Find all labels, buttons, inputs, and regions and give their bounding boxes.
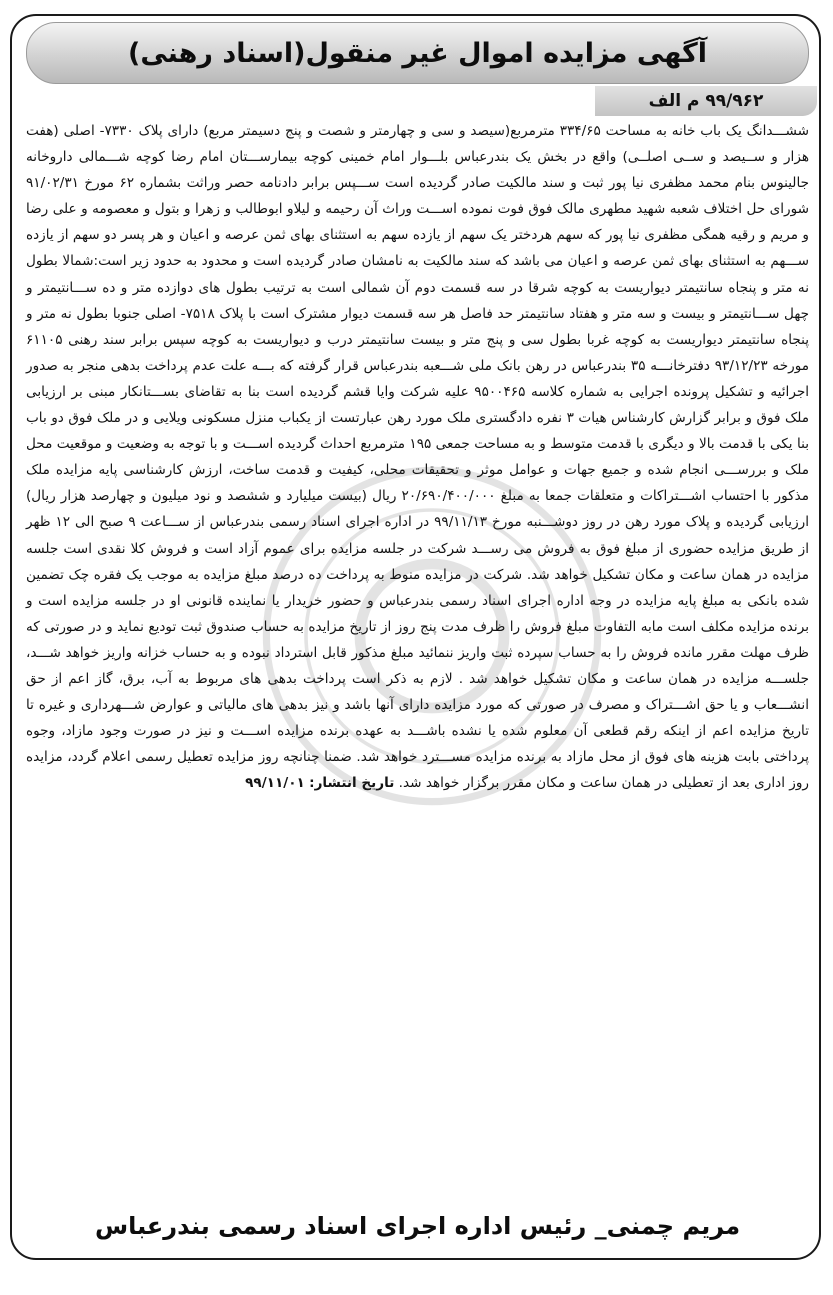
notice-body: [26, 118, 809, 796]
publish-date: ۹۹/۱۱/۰۱: [245, 775, 305, 792]
notice-title: آگهی مزایده اموال غیر منقول(اسناد رهنی): [128, 37, 708, 69]
publish-label: تاریخ انتشار:: [309, 775, 395, 792]
title-banner: [26, 22, 809, 84]
signature-line: مریم چمنی_ رئیس اداره اجرای اسناد رسمی بندرعباس: [94, 1212, 741, 1240]
reference-tab: [595, 86, 817, 116]
reference-number: ۹۹/۹۶۲ م الف: [648, 91, 764, 111]
notice-frame: [10, 14, 821, 1260]
notice-body-text: ششـــدانگ یک باب خانه به مساحت ۳۳۴/۶۵ مترمربع(سیصد و سی و چهارمتر و شصت و پنج دسیمتر مربع) دارای پلاک ۷۳۳۰- اصلی (هفت هزار و ســیصد و ســی اصلــی) واقع در بخش یک بندرعباس بلـــوار امام خمینی کوچه بیمارســـتان امام رضا کوچه شـــمالی داروخانه جالینوس بنام محمد مظفری نیا پور ثبت و سند مالکیت صادر گردیده است ســـپس برابر دادنامه حصر وراثت بشماره ۶۲ مورخ ۹۱/۰۲/۳۱ شورای حل اختلاف شعبه شهید مطهری مالک فوق فوت نموده اســـت وراث آن رحیمه و لیلاو ابوطالب و زهرا و بتول و معصومه و علی رضا و مریم و رقیه همگی مظفری نیا پور که سهم هردختر یک سهم از یازده سهم به استثنای بهای ثمن عرصه و اعیان و هر پسر دو سهم از یازده ســـهم به استثنای بهای ثمن عرصه و اعیان می باشد که سند مالکیت به نامشان صادر گردیده است و محدود به حدود زیر است:شمالا بطول نه متر و پنجاه سانتیمتر دیواریست به کوچه شرقا در سه قسمت دوم آن شمالی است به ترتیب بطول های دوازده متر و ده ســـانتیمتر و چهل ســـانتیمتر و بیست و سه متر و هفتاد سانتیمتر حد فاصل هر سه قسمت دیوار مشترک است با پلاک ۷۵۱۸- اصلی جنوبا بطول نه متر و پنجاه سانتیمتر دیواریست به کوچه غربا بطول سی و پنج متر و بیست سانتیمتر درب و دیواریست به کوچه سپس برابر سند رهنی ۶۱۱۰۵ مورخه ۹۳/۱۲/۲۳ دفترخانـــه ۳۵ بندرعباس در رهن بانک ملی شـــعبه بندرعباس قرار گرفته که بـــه علت عدم پرداخت بدهی منجر به صدور اجرائیه و تشکیل پرونده اجرایی به شماره کلاسه ۹۵۰۰۴۶۵ علیه شرکت وایا قشم گردیده است بنا به تقاضای بســـتانکار مبنی بر ارزیابی ملک فوق و برابر گزارش کارشناس هیات ۳ نفره دادگستری ملک مورد رهن عبارتست از یکباب منزل مسکونی ویلایی و در ملک فوق دو باب بنا یکی با قدمت بالا و دیگری با قدمت متوسط و به مساحت جمعی ۱۹۵ مترمربع احداث گردیده اســـت و با توجه به وضعیت و موقعیت محل ملک و بررســـی انجام شده و جمیع جهات و عوامل موثر و تحقیقات محلی، کیفیت و قدمت ساخت، ارزش کارشناسی پایه مزایده ملک مذکور با احتساب اشـــتراکات و متعلقات جمعا به مبلغ ۲۰/۶۹۰/۴۰۰/۰۰۰ ریال (بیست میلیارد و ششصد و نود میلیون و چهارصد هزار ریال) ارزیابی گردیده و پلاک مورد رهن در روز دوشـــنبه مورخ ۹۹/۱۱/۱۳ در اداره اجرای اسناد رسمی بندرعباس از ســـاعت ۹ صبح الی ۱۲ ظهر از طریق مزایده حضوری از مبلغ فوق به فروش می رســـد شرکت در جلسه مزایده برای عموم آزاد است و فروش کلا نقدی است جلسه مزایده در همان ساعت و مکان تشکیل خواهد شد. شرکت در مزایده منوط به پرداخت ده درصد مبلغ مزایده به موجب یک فقره چک تضمین شده بانکی به مبلغ پایه مزایده در وجه اداره اجرای اسناد رسمی بندرعباس و حضور خریدار یا نماینده قانونی او در جلسه مزایده است و برنده مزایده مکلف است مابه التفاوت مبلغ فروش را ظرف مدت پنج روز از تاریخ مزایده به حساب صندوق ثبت تودیع نماید و در صورتی که ظرف مهلت مقرر مانده فروش را به حساب سپرده ثبت واریز ننمائید مبلغ مذکور قابل استرداد نبوده و به حساب خزانه واریز خواهد شـــد، جلســـه مزایده در همان ساعت و مکان تشکیل خواهد شد . لازم به ذکر است پرداخت بدهی های مربوط به آب، برق، گاز اعم از حق انشـــعاب و یا حق اشـــتراک و مصرف در صورتی که مورد مزایده دارای آنها باشد و نیز بدهی های مالیاتی و عوارض شـــهرداری و غیره تا تاریخ مزایده اعم از اینکه رقم قطعی آن معلوم شده یا نشده باشـــد به عهده برنده مزایده اســـت و نیز در صورت وجود مازاد، وجوه پرداختی بابت هزینه های فوق از محل مازاد به برنده مزایده مســـترد خواهد شد. ضمنا چنانچه روز مزایده تعطیل رسمی اعلام گردد، مزایده روز اداری بعد از تعطیلی در همان ساعت و مکان مقرر برگزار خواهد شد.: [26, 123, 809, 792]
